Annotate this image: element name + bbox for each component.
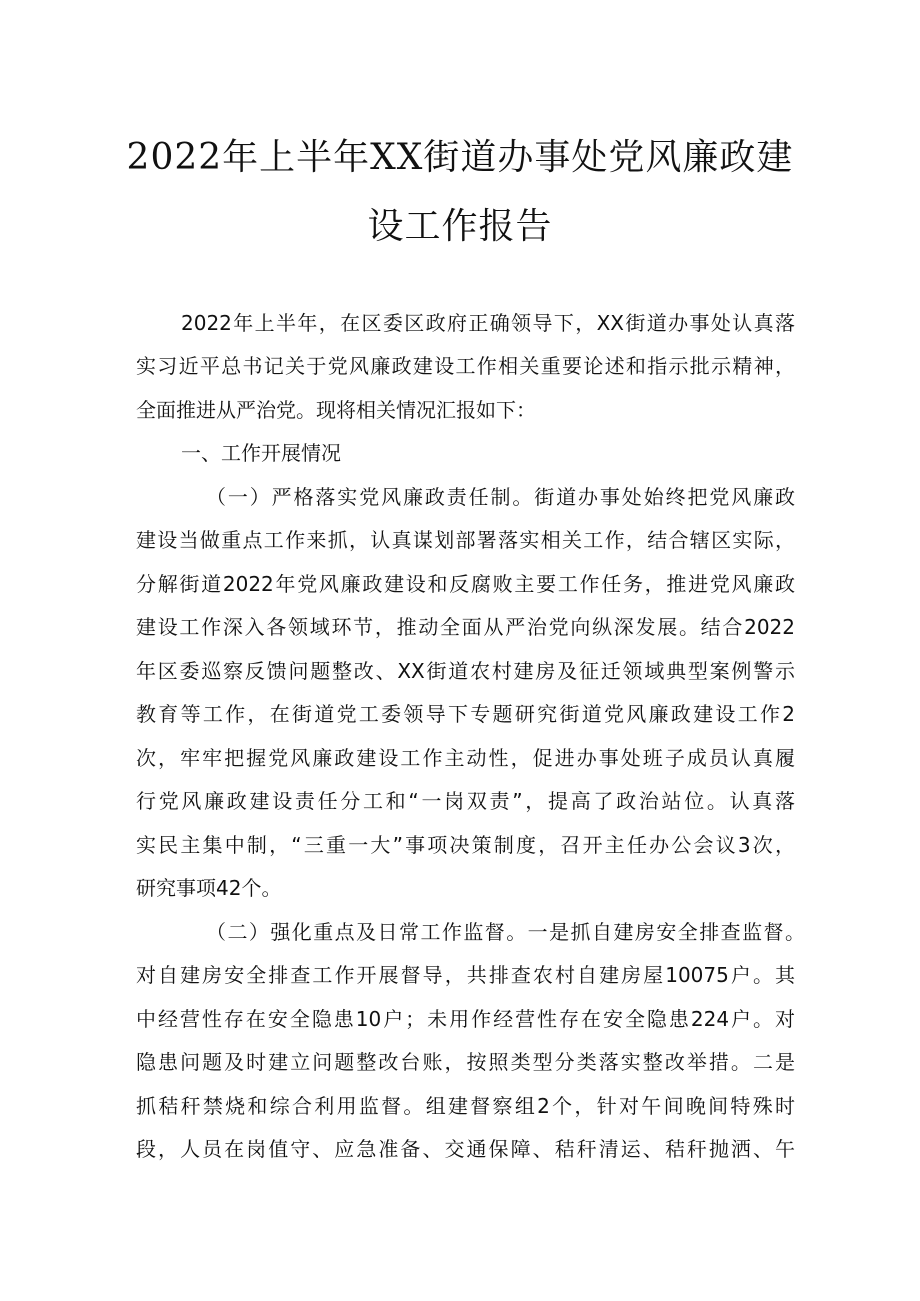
paragraph-line: 建设当做重点工作来抓，认真谋划部署落实相关工作，结合辖区实际， bbox=[136, 528, 795, 552]
paragraph-line: 次，牢牢把握党风廉政建设工作主动性，促进办事处班子成员认真履 bbox=[136, 746, 795, 770]
paragraph-line: 研究事项42个。 bbox=[136, 876, 282, 900]
paragraph-line: （二）强化重点及日常工作监督。一是抓自建房安全排查监督。 bbox=[206, 920, 805, 944]
intro-line: 全面推进从严治党。现将相关情况汇报如下： bbox=[136, 398, 536, 422]
intro-line: 实习近平总书记关于党风廉政建设工作相关重要论述和指示批示精神， bbox=[136, 354, 795, 378]
paragraph-line: 段，人员在岗值守、应急准备、交通保障、秸秆清运、秸秆抛洒、午 bbox=[136, 1137, 795, 1161]
paragraph-line: 对自建房安全排查工作开展督导，共排查农村自建房屋10075户。其 bbox=[136, 963, 795, 987]
paragraph-line: 实民主集中制，“三重一大”事项决策制度，召开主任办公会议3次， bbox=[136, 833, 795, 857]
paragraph-line: 抓秸秆禁烧和综合利用监督。组建督察组2个，针对午间晚间特殊时 bbox=[136, 1094, 795, 1118]
paragraph-line: 年区委巡察反馈问题整改、XX街道农村建房及征迁领域典型案例警示 bbox=[136, 659, 795, 683]
document-title-line-2: 设工作报告 bbox=[367, 206, 553, 247]
paragraph-line: 中经营性存在安全隐患10户；未用作经营性存在安全隐患224户。对 bbox=[136, 1007, 795, 1031]
paragraph-line: 教育等工作，在街道党工委领导下专题研究街道党风廉政建设工作2 bbox=[136, 702, 795, 726]
paragraph-line: 分解街道2022年党风廉政建设和反腐败主要工作任务，推进党风廉政 bbox=[136, 572, 795, 596]
paragraph-line: 行党风廉政建设责任分工和“一岗双责”，提高了政治站位。认真落 bbox=[136, 789, 795, 813]
paragraph-line: （一）严格落实党风廉政责任制。街道办事处始终把党风廉政 bbox=[206, 485, 795, 509]
paragraph-line: 建设工作深入各领域环节，推动全面从严治党向纵深发展。结合2022 bbox=[136, 615, 795, 639]
intro-line: 2022年上半年，在区委区政府正确领导下，XX街道办事处认真落 bbox=[181, 311, 795, 335]
section-heading: 一、工作开展情况 bbox=[181, 441, 341, 465]
document-title-line-1: 2022年上半年XX街道办事处党风廉政建 bbox=[126, 137, 794, 178]
paragraph-line: 隐患问题及时建立问题整改台账，按照类型分类落实整改举措。二是 bbox=[136, 1050, 795, 1074]
